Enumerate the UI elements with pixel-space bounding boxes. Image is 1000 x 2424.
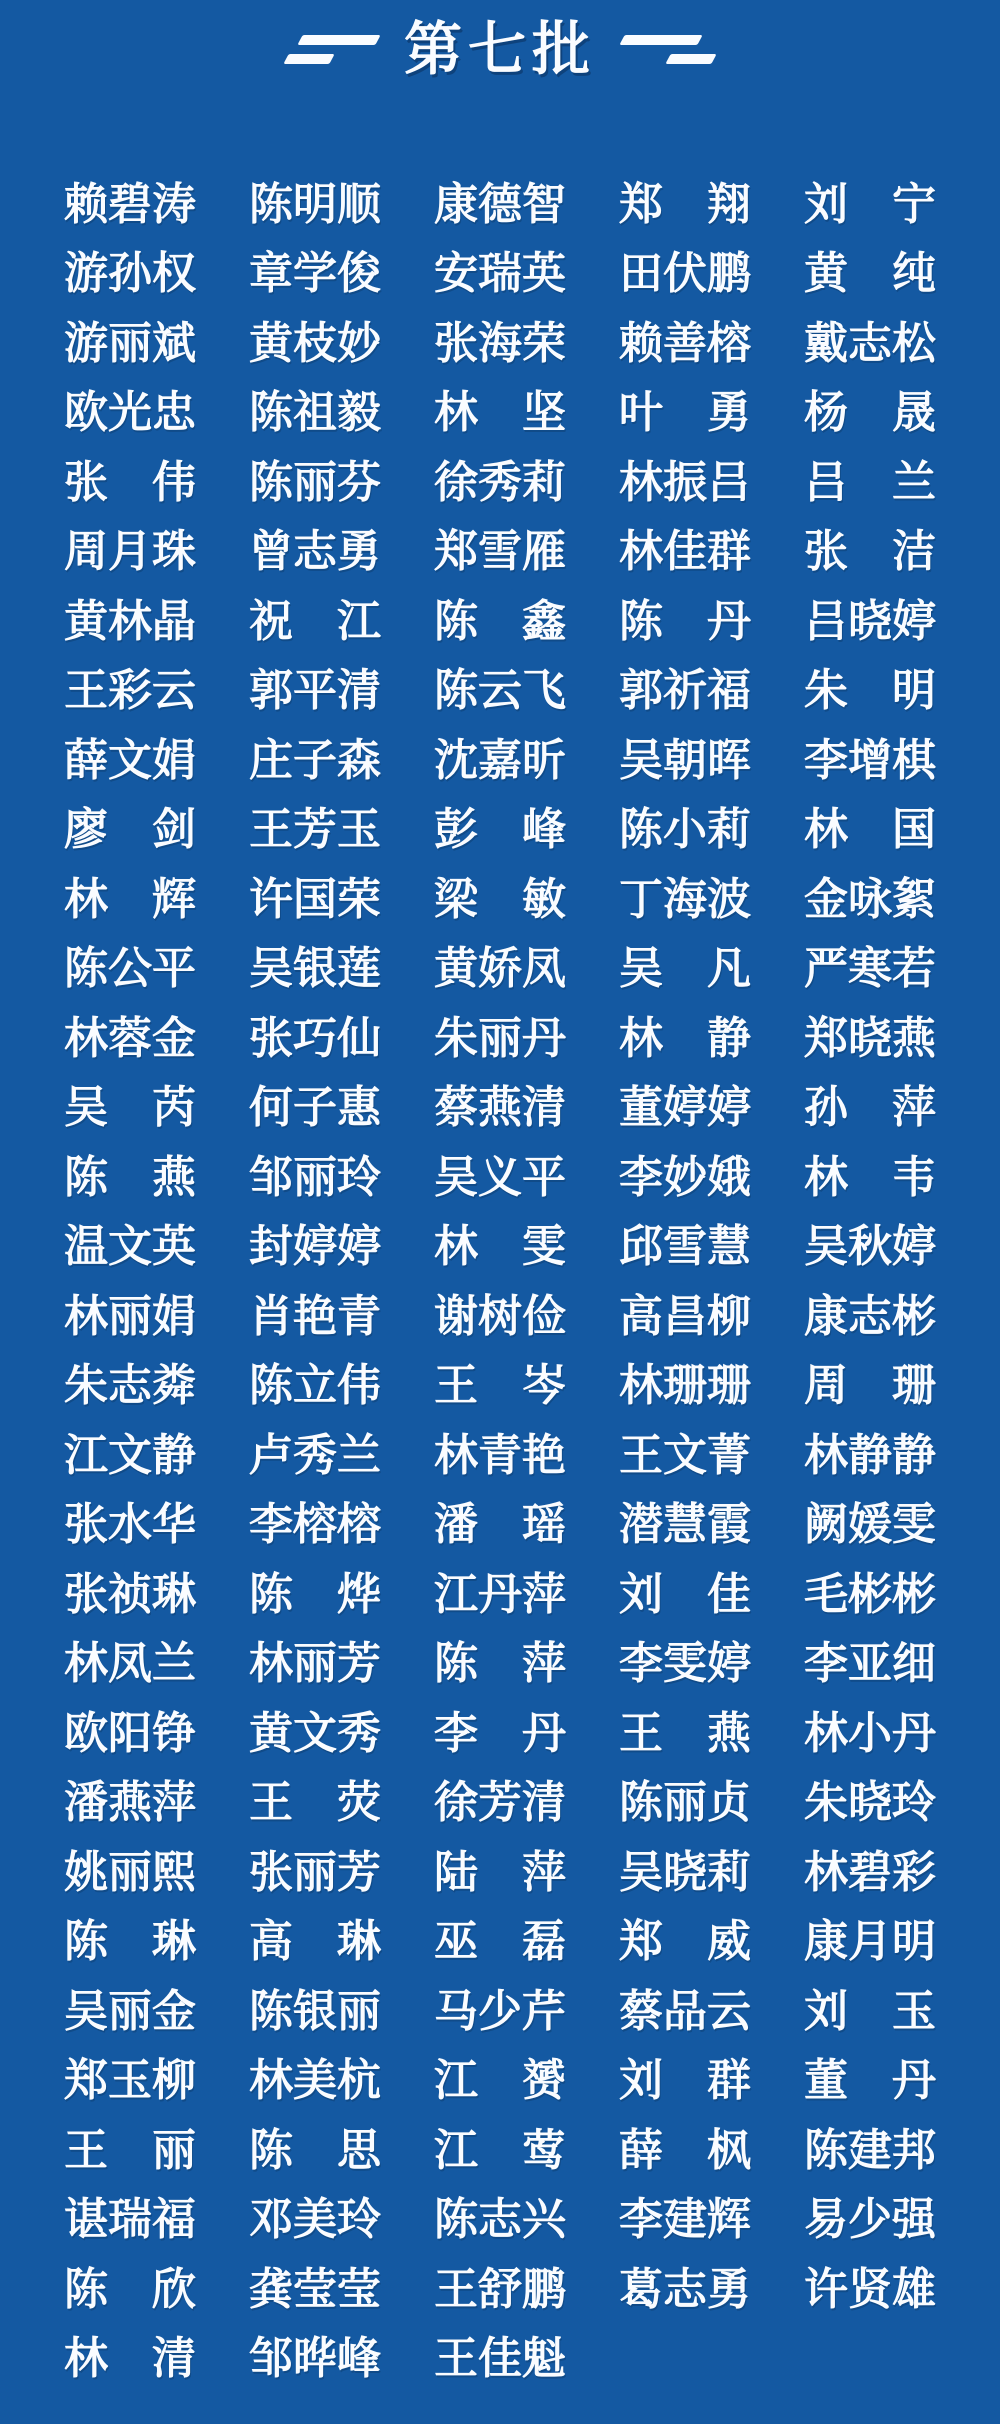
name-cell: 庄 子 森 <box>249 735 381 785</box>
name-cell: 游 孙 权 <box>64 249 196 299</box>
name-cell: 陈 公 平 <box>64 944 196 994</box>
name-cell: 陈 萍 <box>434 1639 566 1689</box>
name-cell: 江 莺 <box>434 2125 566 2175</box>
name-cell: 刘 群 <box>619 2056 751 2106</box>
name-cell: 张 伟 <box>64 457 196 507</box>
name-cell: 林 凤 兰 <box>64 1639 196 1689</box>
name-cell: 林 蓉 金 <box>64 1013 196 1063</box>
name-cell: 陈 小 莉 <box>619 805 751 855</box>
name-cell: 章 学 俊 <box>249 249 381 299</box>
name-cell: 欧 光 忠 <box>64 388 196 438</box>
name-cell: 郑 威 <box>619 1917 751 1967</box>
name-cell: 李 增 棋 <box>804 735 936 785</box>
name-cell: 高 琳 <box>249 1917 381 1967</box>
name-cell: 黄 林 晶 <box>64 596 196 646</box>
name-cell: 严 寒 若 <box>804 944 936 994</box>
name-cell: 谢 树 俭 <box>434 1291 566 1341</box>
name-cell: 吴 晓 莉 <box>619 1847 751 1897</box>
name-cell: 赖 碧 涛 <box>64 179 196 229</box>
name-cell: 林 美 杭 <box>249 2056 381 2106</box>
name-cell: 陈 鑫 <box>434 596 566 646</box>
name-cell: 王 燕 <box>619 1708 751 1758</box>
name-cell: 林 坚 <box>434 388 566 438</box>
name-cell: 李 妙 娥 <box>619 1152 751 1202</box>
name-cell: 阙 媛 雯 <box>804 1500 936 1550</box>
name-cell: 黄 枝 妙 <box>249 318 381 368</box>
name-cell: 欧 阳 铮 <box>64 1708 196 1758</box>
name-cell: 陈 思 <box>249 2125 381 2175</box>
title-dash-left-icon <box>300 35 378 64</box>
name-cell: 王 岑 <box>434 1361 566 1411</box>
title-banner <box>0 18 1000 82</box>
name-cell: 郑 晓 燕 <box>804 1013 936 1063</box>
name-cell: 易 少 强 <box>804 2195 936 2245</box>
name-cell: 康 志 彬 <box>804 1291 936 1341</box>
name-cell: 李 亚 细 <box>804 1639 936 1689</box>
name-cell: 沈 嘉 昕 <box>434 735 566 785</box>
name-cell: 陈 祖 毅 <box>249 388 381 438</box>
name-cell: 蔡 燕 清 <box>434 1083 566 1133</box>
name-cell: 郑 雪 雁 <box>434 527 566 577</box>
name-cell: 陈 烨 <box>249 1569 381 1619</box>
name-cell: 杨 晟 <box>804 388 936 438</box>
name-cell: 高 昌 柳 <box>619 1291 751 1341</box>
name-cell: 张 丽 芳 <box>249 1847 381 1897</box>
name-cell: 蔡 品 云 <box>619 1986 751 2036</box>
name-cell: 孙 萍 <box>804 1083 936 1133</box>
name-cell: 赖 善 榕 <box>619 318 751 368</box>
name-cell: 吴 银 莲 <box>249 944 381 994</box>
title-dash-right-icon <box>622 35 700 64</box>
name-cell: 王 舒 鹏 <box>434 2264 566 2314</box>
name-cell: 康 月 明 <box>804 1917 936 1967</box>
name-cell: 吕 兰 <box>804 457 936 507</box>
name-cell: 许 贤 雄 <box>804 2264 936 2314</box>
name-cell: 潘 燕 萍 <box>64 1778 196 1828</box>
name-cell: 王 佳 魁 <box>434 2334 566 2384</box>
name-cell: 江 文 静 <box>64 1430 196 1480</box>
name-cell: 王 丽 <box>64 2125 196 2175</box>
name-cell: 林 辉 <box>64 874 196 924</box>
name-cell: 梁 敏 <box>434 874 566 924</box>
name-cell: 林 静 静 <box>804 1430 936 1480</box>
name-cell: 张 海 荣 <box>434 318 566 368</box>
name-cell: 李 建 辉 <box>619 2195 751 2245</box>
name-cell: 林 佳 群 <box>619 527 751 577</box>
name-cell: 陈 志 兴 <box>434 2195 566 2245</box>
name-cell: 吴 凡 <box>619 944 751 994</box>
name-cell: 毛 彬 彬 <box>804 1569 936 1619</box>
name-cell: 陈 丽 贞 <box>619 1778 751 1828</box>
empty-cell <box>619 2325 751 2395</box>
name-cell: 康 德 智 <box>434 179 566 229</box>
name-cell: 林 青 艳 <box>434 1430 566 1480</box>
name-cell: 林 碧 彩 <box>804 1847 936 1897</box>
name-cell: 刘 佳 <box>619 1569 751 1619</box>
name-cell: 陈 银 丽 <box>249 1986 381 2036</box>
name-cell: 李 丹 <box>434 1708 566 1758</box>
name-cell: 林 韦 <box>804 1152 936 1202</box>
name-cell: 潜 慧 霞 <box>619 1500 751 1550</box>
name-cell: 廖 剑 <box>64 805 196 855</box>
name-cell: 陈 欣 <box>64 2264 196 2314</box>
name-cell: 丁 海 波 <box>619 874 751 924</box>
name-cell: 江 赟 <box>434 2056 566 2106</box>
name-cell: 郭 平 清 <box>249 666 381 716</box>
name-cell: 吴 秋 婷 <box>804 1222 936 1272</box>
name-cell: 陆 萍 <box>434 1847 566 1897</box>
name-cell: 王 荧 <box>249 1778 381 1828</box>
name-cell: 张 巧 仙 <box>249 1013 381 1063</box>
name-cell: 陈 丹 <box>619 596 751 646</box>
names-grid <box>0 170 1000 2394</box>
name-cell: 林 静 <box>619 1013 751 1063</box>
name-cell: 何 子 惠 <box>249 1083 381 1133</box>
name-cell: 徐 芳 清 <box>434 1778 566 1828</box>
name-cell: 曾 志 勇 <box>249 527 381 577</box>
empty-cell <box>804 2325 936 2395</box>
name-cell: 黄 纯 <box>804 249 936 299</box>
name-cell: 陈 丽 芬 <box>249 457 381 507</box>
name-cell: 田 伏 鹏 <box>619 249 751 299</box>
name-cell: 林 国 <box>804 805 936 855</box>
name-cell: 黄 文 秀 <box>249 1708 381 1758</box>
name-cell: 葛 志 勇 <box>619 2264 751 2314</box>
name-cell: 陈 琳 <box>64 1917 196 1967</box>
name-cell: 温 文 英 <box>64 1222 196 1272</box>
name-cell: 肖 艳 青 <box>249 1291 381 1341</box>
name-cell: 游 丽 斌 <box>64 318 196 368</box>
name-cell: 张 祯 琳 <box>64 1569 196 1619</box>
name-cell: 郭 祈 福 <box>619 666 751 716</box>
name-cell: 王 文 菁 <box>619 1430 751 1480</box>
name-cell: 邹 晔 峰 <box>249 2334 381 2384</box>
name-cell: 谌 瑞 福 <box>64 2195 196 2245</box>
name-cell: 郑 翔 <box>619 179 751 229</box>
name-cell: 姚 丽 熙 <box>64 1847 196 1897</box>
name-cell: 安 瑞 英 <box>434 249 566 299</box>
name-cell: 林 丽 芳 <box>249 1639 381 1689</box>
name-cell: 林 振 吕 <box>619 457 751 507</box>
name-cell: 林 清 <box>64 2334 196 2384</box>
name-cell: 朱 晓 玲 <box>804 1778 936 1828</box>
page-title: 第七批 <box>403 17 596 82</box>
name-cell: 周 月 珠 <box>64 527 196 577</box>
name-cell: 吴 芮 <box>64 1083 196 1133</box>
name-cell: 叶 勇 <box>619 388 751 438</box>
name-cell: 刘 宁 <box>804 179 936 229</box>
name-cell: 吕 晓 婷 <box>804 596 936 646</box>
name-cell: 张 洁 <box>804 527 936 577</box>
name-cell: 刘 玉 <box>804 1986 936 2036</box>
name-cell: 金 咏 絮 <box>804 874 936 924</box>
name-cell: 薛 文 娟 <box>64 735 196 785</box>
name-cell: 许 国 荣 <box>249 874 381 924</box>
name-cell: 龚 莹 莹 <box>249 2264 381 2314</box>
name-cell: 徐 秀 莉 <box>434 457 566 507</box>
name-cell: 邹 丽 玲 <box>249 1152 381 1202</box>
name-cell: 吴 朝 晖 <box>619 735 751 785</box>
name-cell: 潘 瑶 <box>434 1500 566 1550</box>
name-cell: 董 婷 婷 <box>619 1083 751 1133</box>
name-cell: 封 婷 婷 <box>249 1222 381 1272</box>
name-cell: 陈 云 飞 <box>434 666 566 716</box>
name-cell: 朱 明 <box>804 666 936 716</box>
name-cell: 朱 志 粦 <box>64 1361 196 1411</box>
name-cell: 陈 明 顺 <box>249 179 381 229</box>
name-cell: 吴 义 平 <box>434 1152 566 1202</box>
name-cell: 李 雯 婷 <box>619 1639 751 1689</box>
name-cell: 朱 丽 丹 <box>434 1013 566 1063</box>
name-cell: 巫 磊 <box>434 1917 566 1967</box>
name-cell: 戴 志 松 <box>804 318 936 368</box>
name-cell: 邓 美 玲 <box>249 2195 381 2245</box>
name-cell: 彭 峰 <box>434 805 566 855</box>
name-cell: 郑 玉 柳 <box>64 2056 196 2106</box>
name-cell: 祝 江 <box>249 596 381 646</box>
name-cell: 卢 秀 兰 <box>249 1430 381 1480</box>
name-cell: 李 榕 榕 <box>249 1500 381 1550</box>
name-cell: 张 水 华 <box>64 1500 196 1550</box>
name-cell: 马 少 芹 <box>434 1986 566 2036</box>
name-cell: 陈 建 邦 <box>804 2125 936 2175</box>
name-cell: 黄 娇 凤 <box>434 944 566 994</box>
name-cell: 王 彩 云 <box>64 666 196 716</box>
name-cell: 陈 立 伟 <box>249 1361 381 1411</box>
name-cell: 江 丹 萍 <box>434 1569 566 1619</box>
name-cell: 王 芳 玉 <box>249 805 381 855</box>
name-cell: 林 丽 娟 <box>64 1291 196 1341</box>
name-cell: 林 珊 珊 <box>619 1361 751 1411</box>
name-cell: 林 雯 <box>434 1222 566 1272</box>
name-cell: 薛 枫 <box>619 2125 751 2175</box>
name-cell: 吴 丽 金 <box>64 1986 196 2036</box>
name-cell: 董 丹 <box>804 2056 936 2106</box>
name-cell: 陈 燕 <box>64 1152 196 1202</box>
name-cell: 邱 雪 慧 <box>619 1222 751 1272</box>
name-cell: 林 小 丹 <box>804 1708 936 1758</box>
name-cell: 周 珊 <box>804 1361 936 1411</box>
